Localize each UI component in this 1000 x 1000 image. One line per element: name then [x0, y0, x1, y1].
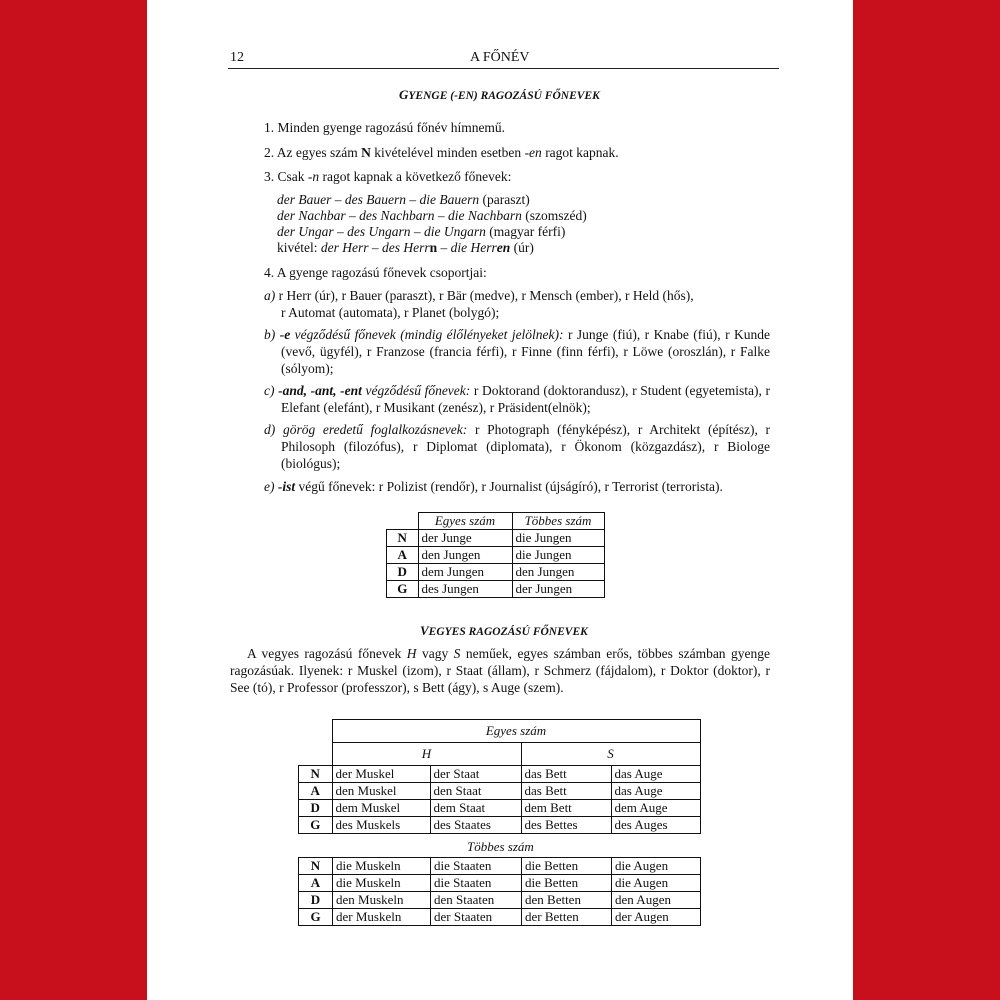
- group-c: c) -and, -ant, -ent végződésű főnevek: r Doktorand (doktorandusz), r Student (egyetemista), r Elefant (elefánt), r Musikant (zenész), r Präsident(elnök);: [264, 383, 771, 415]
- table-cell: den Muskeln: [333, 892, 431, 909]
- table-cell: der Staaten: [431, 909, 522, 926]
- singular-header: Egyes szám: [332, 720, 700, 743]
- case-label: G: [299, 817, 333, 834]
- table-cell: die Jungen: [512, 530, 604, 547]
- group-b: b) -e végződésű főnevek (mindig élőlényeket jelölnek): r Junge (fiú), r Knabe (fiú), r Kunde (vevő, ügyfél), r Franzose (francia férfi), r Finne (finn férfi), r Löwe (oroszlán), r Falke (sólyom);: [264, 327, 771, 376]
- table-cell: die Jungen: [512, 547, 604, 564]
- table-row: [299, 892, 701, 909]
- table-row: [299, 766, 701, 783]
- mixed-plural-table: [298, 857, 701, 926]
- table-row: [299, 875, 701, 892]
- table-row: [299, 800, 701, 817]
- table-cell: des Staates: [430, 817, 521, 834]
- case-label: N: [299, 858, 333, 875]
- table-cell: der Muskel: [332, 766, 430, 783]
- header-rule: [228, 68, 779, 69]
- example-line: der Ungar – des Ungarn – die Ungarn (magyar férfi): [277, 224, 566, 239]
- example-line: der Bauer – des Bauern – die Bauern (paraszt): [277, 192, 530, 207]
- table-cell: das Auge: [611, 766, 700, 783]
- table-cell: der Betten: [522, 909, 612, 926]
- table-cell: das Bett: [521, 766, 611, 783]
- table-cell: die Muskeln: [333, 875, 431, 892]
- table-row: [299, 817, 701, 834]
- table-cell: das Bett: [521, 783, 611, 800]
- table-row: [387, 564, 605, 581]
- rule-1: 1. Minden gyenge ragozású főnév hímnemű.: [264, 120, 506, 135]
- table-cell: das Auge: [611, 783, 700, 800]
- running-title: A FŐNÉV: [470, 50, 530, 65]
- col-header-singular: Egyes szám: [418, 513, 512, 530]
- table-cell: der Augen: [612, 909, 701, 926]
- section-heading-weak: GYENGE (-EN) RAGOZÁSÚ FŐNEVEK: [399, 87, 600, 102]
- case-label: D: [299, 800, 333, 817]
- table-cell: die Muskeln: [333, 858, 431, 875]
- table-cell: dem Staat: [430, 800, 521, 817]
- table-cell: die Betten: [522, 858, 612, 875]
- section-heading-mixed: VEGYES RAGOZÁSÚ FŐNEVEK: [420, 623, 588, 638]
- table-row: [387, 530, 605, 547]
- example-line: der Nachbar – des Nachbarn – die Nachbarn (szomszéd): [277, 208, 587, 223]
- case-label: A: [387, 547, 419, 564]
- rule-2: 2. Az egyes szám N kivételével minden esetben -en ragot kapnak.: [264, 145, 619, 160]
- plural-label: Többes szám: [467, 839, 534, 854]
- rule-4: 4. A gyenge ragozású főnevek csoportjai:: [264, 265, 487, 280]
- group-e: e) -ist végű főnevek: r Polizist (rendőr), r Journalist (újságíró), r Terrorist (terrorista).: [264, 479, 723, 494]
- table-cell: die Staaten: [431, 875, 522, 892]
- table-cell: dem Bett: [521, 800, 611, 817]
- table-row: [299, 909, 701, 926]
- mixed-singular-table: [298, 719, 701, 834]
- table-cell: der Junge: [418, 530, 512, 547]
- table-cell: des Muskels: [332, 817, 430, 834]
- table-cell: der Jungen: [512, 581, 604, 598]
- table-cell: den Jungen: [418, 547, 512, 564]
- table-cell: den Augen: [612, 892, 701, 909]
- table-cell: dem Muskel: [332, 800, 430, 817]
- group-a: a) r Herr (úr), r Bauer (paraszt), r Bär (medve), r Mensch (ember), r Held (hős), r Automat (automata), r Planet (bolygó);: [264, 288, 694, 320]
- case-label: N: [299, 766, 333, 783]
- table-cell: des Jungen: [418, 581, 512, 598]
- table-cell: dem Jungen: [418, 564, 512, 581]
- case-label: D: [387, 564, 419, 581]
- table-cell: die Betten: [522, 875, 612, 892]
- table-cell: den Jungen: [512, 564, 604, 581]
- table-cell: den Muskel: [332, 783, 430, 800]
- case-label: A: [299, 783, 333, 800]
- table-row: [299, 858, 701, 875]
- table-row: [299, 783, 701, 800]
- table-row: [387, 581, 605, 598]
- table-cell: des Bettes: [521, 817, 611, 834]
- case-label: N: [387, 530, 419, 547]
- weak-declension-table: [386, 512, 605, 598]
- case-label: D: [299, 892, 333, 909]
- table-cell: des Auges: [611, 817, 700, 834]
- table-cell: die Augen: [612, 875, 701, 892]
- table-row: [387, 547, 605, 564]
- table-cell: der Staat: [430, 766, 521, 783]
- table-cell: die Augen: [612, 858, 701, 875]
- gender-header-s: S: [521, 743, 700, 766]
- mixed-intro-paragraph: A vegyes ragozású főnevek H vagy S neműek, egyes számban erős, többes számban gyenge ragozásúak. Ilyenek: r Muskel (izom), r Staat (állam), r Schmerz (fájdalom), r Doktor (doktor), r See (tó), r Professor (professzor), s Bett (ágy), s Auge (szem).: [230, 646, 770, 695]
- table-cell: dem Auge: [611, 800, 700, 817]
- col-header-plural: Többes szám: [512, 513, 604, 530]
- table-cell: den Staaten: [431, 892, 522, 909]
- case-label: A: [299, 875, 333, 892]
- rule-3: 3. Csak -n ragot kapnak a következő főnevek:: [264, 169, 512, 184]
- case-label: G: [299, 909, 333, 926]
- exception-line: kivétel: der Herr – des Herrn – die Herren (úr): [277, 240, 534, 255]
- case-label: G: [387, 581, 419, 598]
- group-d: d) görög eredetű foglalkozásnevek: r Photograph (fényképész), r Architekt (építész), r Philosoph (filozófus), r Diplomat (diplomata), r Ökonom (közgazdász), r Biologe (biológus);: [264, 422, 771, 471]
- page-number: 12: [230, 50, 244, 65]
- table-cell: den Staat: [430, 783, 521, 800]
- table-cell: den Betten: [522, 892, 612, 909]
- table-cell: die Staaten: [431, 858, 522, 875]
- gender-header-h: H: [332, 743, 521, 766]
- table-cell: der Muskeln: [333, 909, 431, 926]
